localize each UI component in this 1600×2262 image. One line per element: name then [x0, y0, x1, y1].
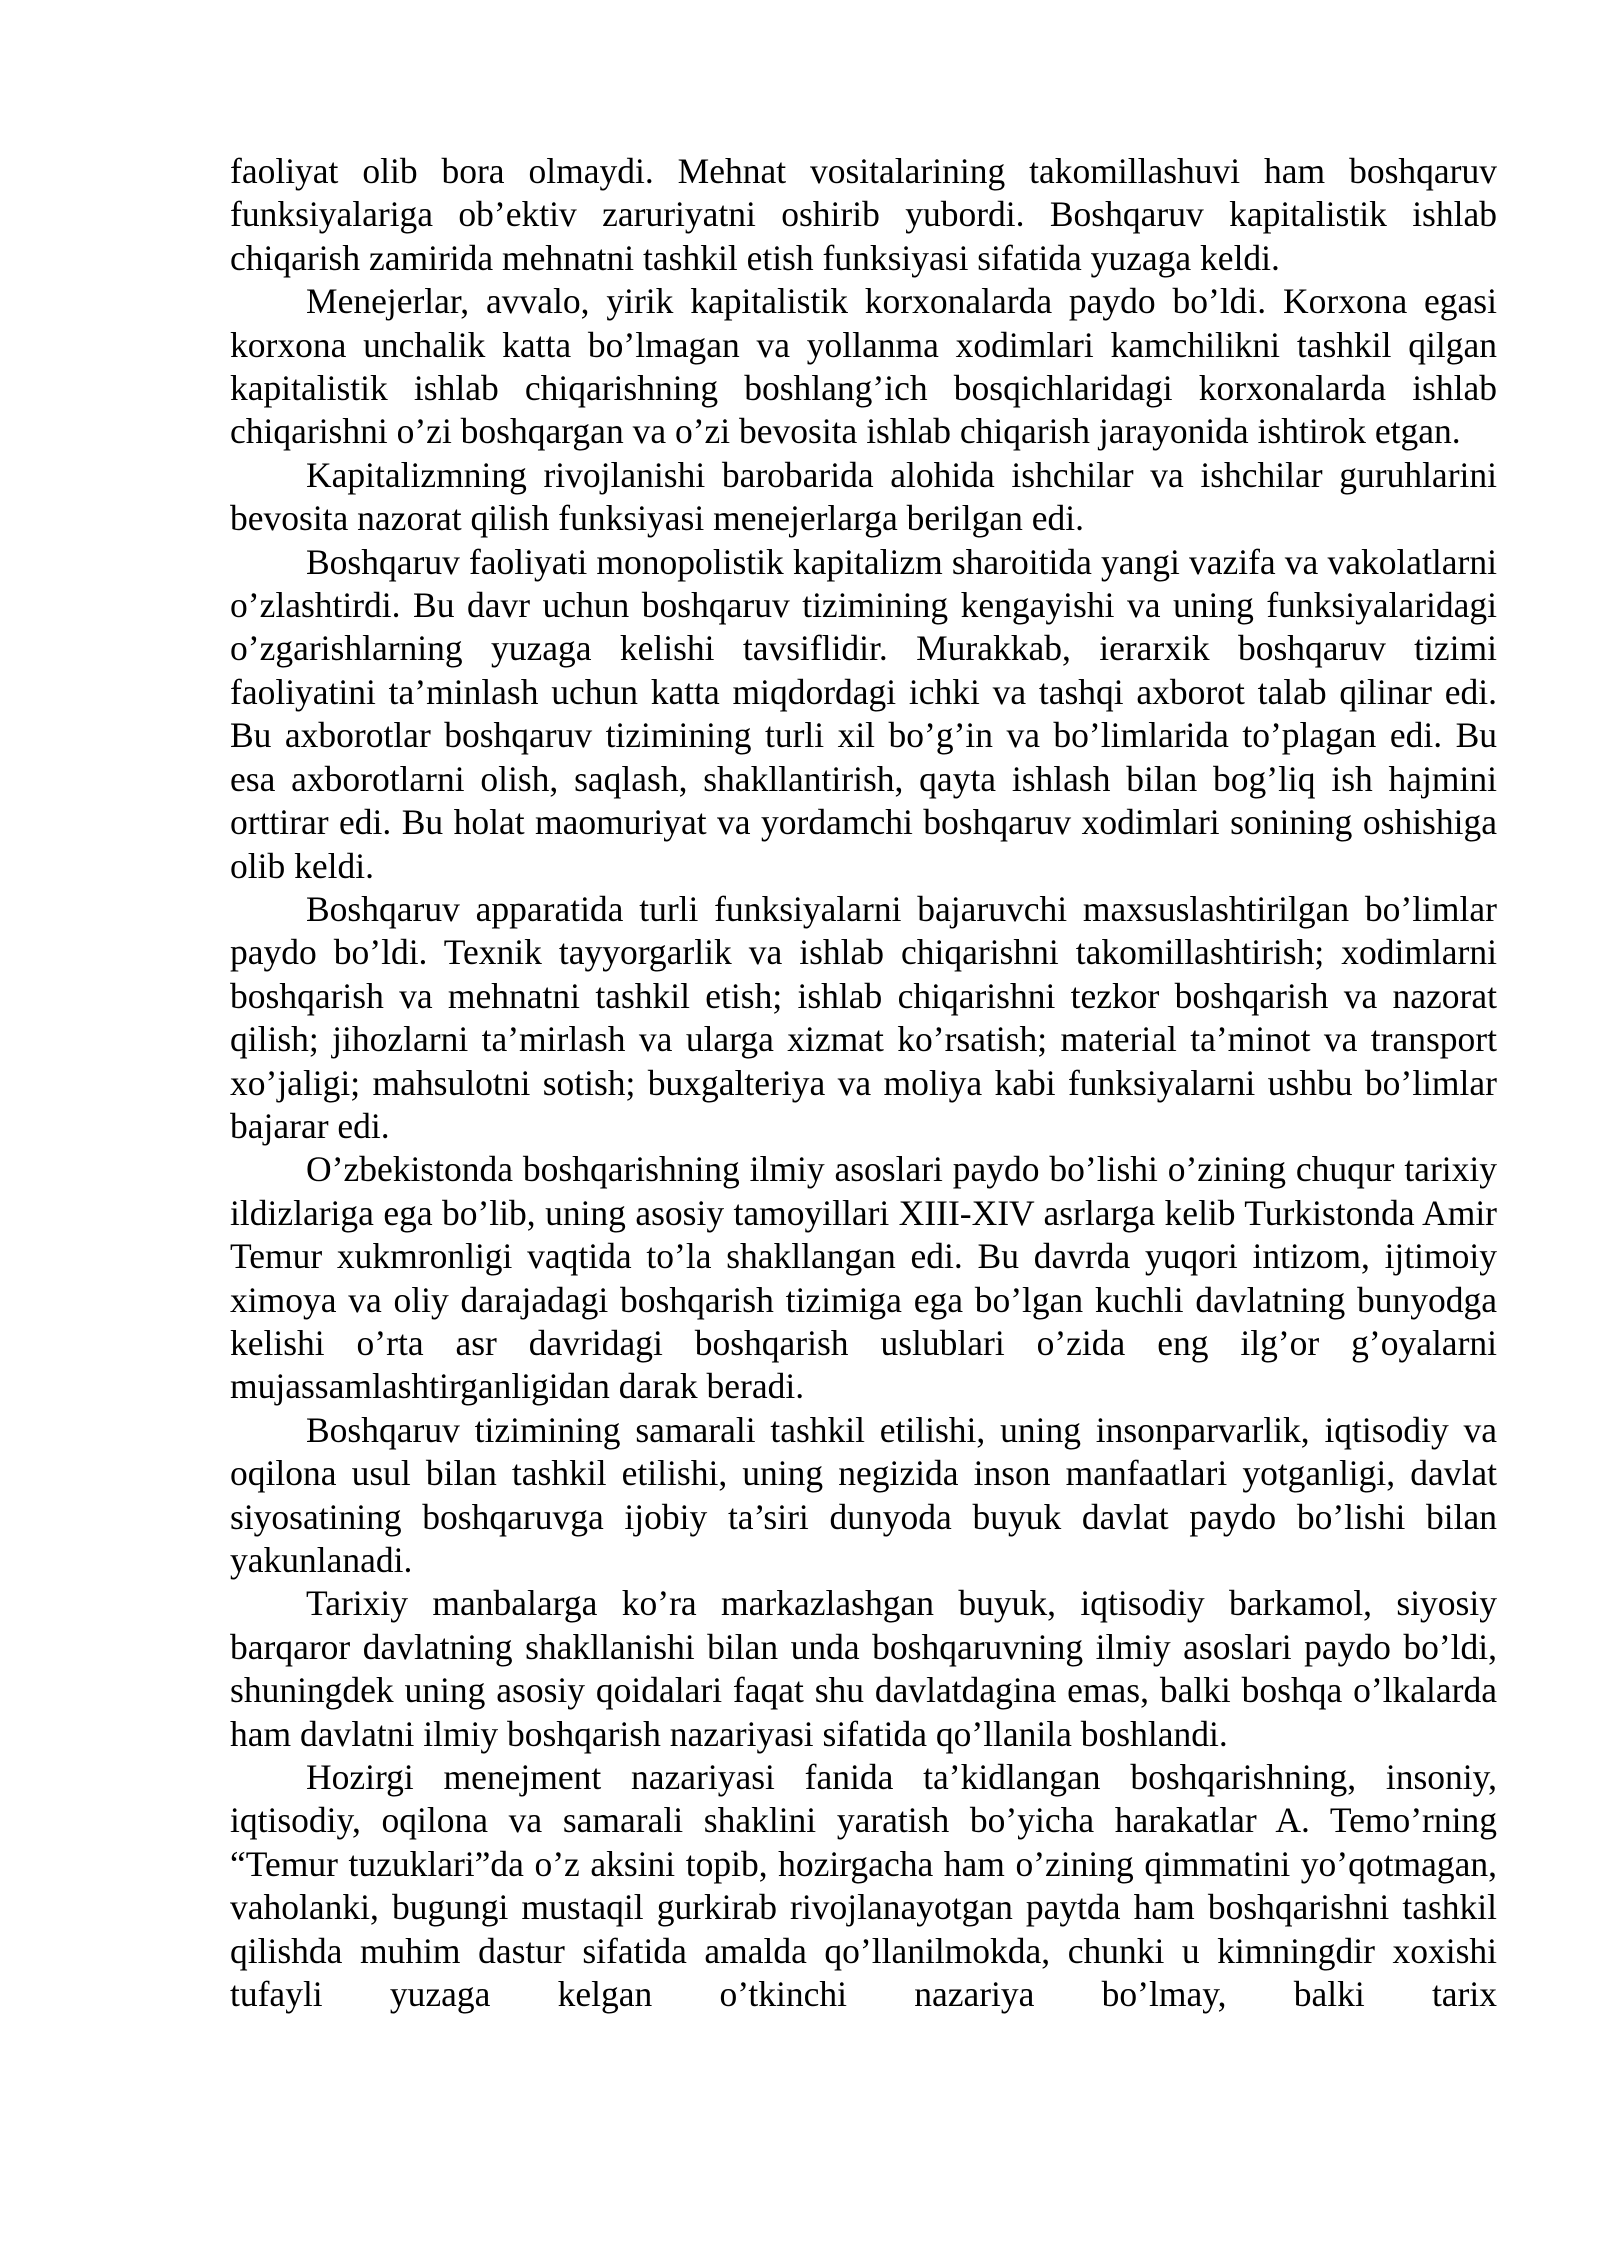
paragraph-4: Boshqaruv faoliyati monopolistik kapitalizm sharoitida yangi vazifa va vakolatlarni o’zlashtirdi. Bu davr uchun boshqaruv tizimining kengayishi va uning funksiyalaridagi o’zgarishlarning yuzaga kelishi tavsiflidir. Murakkab, ierarxik boshqaruv tizimi faoliyatini ta’minlash uchun katta miqdordagi ichki va tashqi axborot talab qilinar edi. Bu axborotlar boshqaruv tizimining turli xil bo’g’in va bo’limlarida to’plagan edi. Bu esa axborotlarni olish, saqlash, shakllantirish, qayta ishlash bilan bog’liq ish hajmini orttirar edi. Bu holat maomuriyat va yordamchi boshqaruv xodimlari sonining oshishiga olib keldi. [230, 541, 1497, 886]
paragraph-2: Menejerlar, avvalo, yirik kapitalistik korxonalarda paydo bo’ldi. Korxona egasi korxona unchalik katta bo’lmagan va yollanma xodimlari kamchilikni tashkil qilgan kapitalistik ishlab chiqarishning boshlang’ich bosqichlaridagi korxonalarda ishlab chiqarishni o’zi boshqargan va o’zi bevosita ishlab chiqarish jarayonida ishtirok etgan. [230, 281, 1497, 452]
paragraph-9: Hozirgi menejment nazariyasi fanida ta’kidlangan boshqarishning, insoniy, iqtisodiy, oqilona va samarali shaklini yaratish bo’yicha harakatlar A. Temo’rning “Temur tuzuklari”da o’z aksini topib, hozirgacha ham o’zining qimmatini yo’qotmagan, vaholanki, bugungi mustaqil gurkirab rivojlanayotgan paytda ham boshqarishni tashkil qilishda muhim dastur sifatida amalda qo’llanilmokda, chunki u kimningdir xoxishi tufayli yuzaga kelgan o’tkinchi nazariya bo’lmay, balki tarix [230, 1757, 1497, 2015]
paragraph-1: faoliyat olib bora olmaydi. Mehnat vositalarining takomillashuvi ham boshqaruv funksiyalariga ob’ektiv zaruriyatni oshirib yubordi. Boshqaruv kapitalistik ishlab chiqarish zamirida mehnatni tashkil etish funksiyasi sifatida yuzaga keldi. [230, 151, 1497, 278]
paragraph-7: Boshqaruv tizimining samarali tashkil etilishi, uning insonparvarlik, iqtisodiy va oqilona usul bilan tashkil etilishi, uning negizida inson manfaatlari yotganligi, davlat siyosatining boshqaruvga ijobiy ta’siri dunyoda buyuk davlat paydo bo’lishi bilan yakunlanadi. [230, 1409, 1497, 1580]
paragraph-6: O’zbekistonda boshqarishning ilmiy asoslari paydo bo’lishi o’zining chuqur tarixiy ildizlariga ega bo’lib, uning asosiy tamoyillari XIII-XIV asrlarga kelib Turkistonda Amir Temur xukmronligi vaqtida to’la shakllangan edi. Bu davrda yuqori intizom, ijtimoiy ximoya va oliy darajadagi boshqarish tizimiga ega bo’lgan kuchli davlatning bunyodga kelishi o’rta asr davridagi boshqarish uslublari o’zida eng ilg’or g’oyalarni mujassamlashtirganligidan darak beradi. [230, 1149, 1497, 1407]
paragraph-8: Tarixiy manbalarga ko’ra markazlashgan buyuk, iqtisodiy barkamol, siyosiy barqaror davlatning shakllanishi bilan unda boshqaruvning ilmiy asoslari paydo bo’ldi, shuningdek uning asosiy qoidalari faqat shu davlatdagina emas, balki boshqa o’lkalarda ham davlatni ilmiy boshqarish nazariyasi sifatida qo’llanila boshlandi. [230, 1583, 1497, 1754]
paragraph-3: Kapitalizmning rivojlanishi barobarida alohida ishchilar va ishchilar guruhlarini bevosita nazorat qilish funksiyasi menejerlarga berilgan edi. [230, 454, 1497, 539]
paragraph-5: Boshqaruv apparatida turli funksiyalarni bajaruvchi maxsuslashtirilgan bo’limlar paydo bo’ldi. Texnik tayyorgarlik va ishlab chiqarishni takomillashtirish; xodimlarni boshqarish va mehnatni tashkil etish; ishlab chiqarishni tezkor boshqarish va nazorat qilish; jihozlarni ta’mirlash va ularga xizmat ko’rsatish; material ta’minot va transport xo’jaligi; mahsulotni sotish; buxgalteriya va moliya kabi funksiyalarni ushbu bo’limlar bajarar edi. [230, 888, 1497, 1146]
document-page [230, 150, 1497, 2016]
